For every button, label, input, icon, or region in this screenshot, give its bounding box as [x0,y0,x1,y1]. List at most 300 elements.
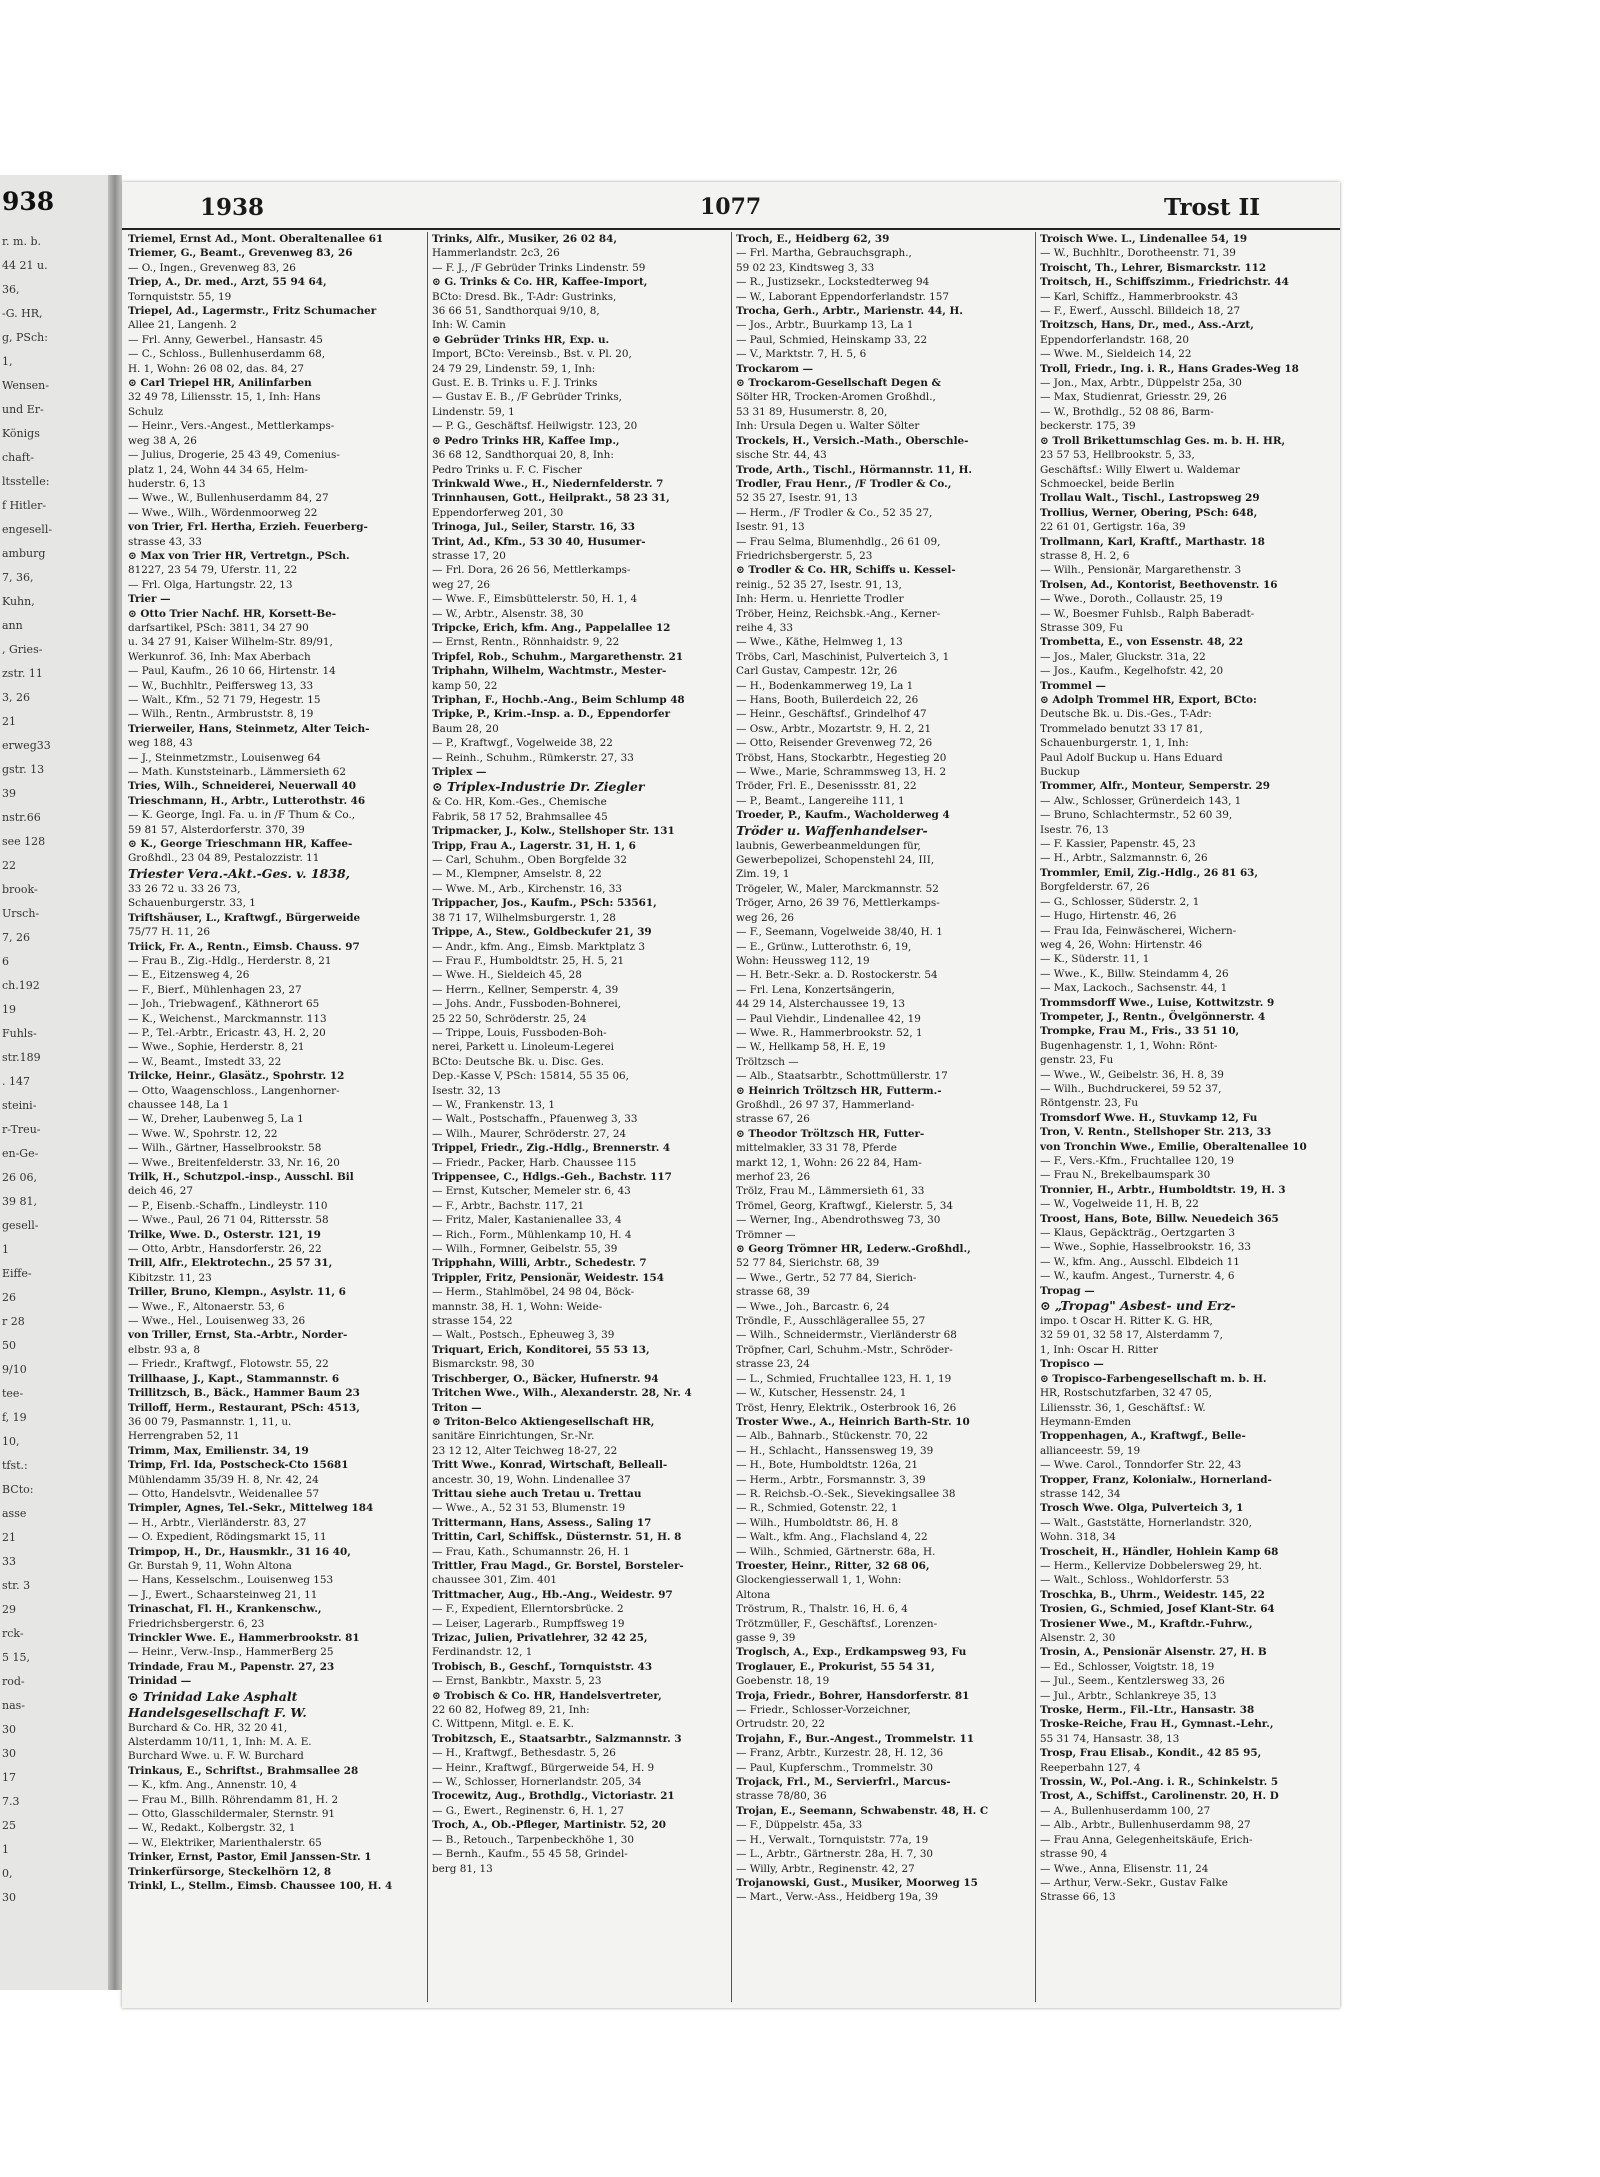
directory-entry: Triquart, Erich, Konditorei, 55 53 13, [432,1343,650,1356]
directory-entry: — Reinh., Schuhm., Rümkerstr. 27, 33 [432,751,634,764]
directory-entry: ⊙ Heinrich Tröltzsch HR, Futterm.- [736,1084,942,1097]
directory-entry: Trier — [128,593,171,606]
directory-entry: von Triller, Ernst, Sta.-Arbtr., Norder- [128,1329,348,1342]
directory-entry: Burchard & Co. HR, 32 20 41, [128,1721,288,1734]
directory-entry: strasse 90, 4 [1040,1848,1108,1861]
directory-entry: Ortrudstr. 20, 22 [736,1718,825,1731]
directory-entry: strasse 8, H. 2, 6 [1040,549,1130,562]
previous-page-line: 30 [2,1723,16,1736]
directory-entry: — K., kfm. Ang., Annenstr. 10, 4 [128,1779,297,1792]
directory-entry: strasse 43, 33 [128,535,202,548]
directory-entry: — H. Betr.-Sekr. a. D. Rostockerstr. 54 [736,969,938,982]
previous-page-line: Kuhn, [2,595,35,608]
directory-entry: Buckup [1040,766,1080,779]
directory-entry: — Heinr., Geschäftsf., Grindelhof 47 [736,708,927,721]
directory-entry: — Friedr., Packer, Harb. Chaussee 115 [432,1156,637,1169]
directory-entry: 55 31 74, Hansastr. 38, 13 [1040,1732,1180,1745]
directory-entry: — Frau, Kath., Schumannstr. 26, H. 1 [432,1545,630,1558]
directory-entry: Trommel — [1040,679,1106,692]
directory-entry: 75/77 H. 11, 26 [128,926,210,939]
previous-page-line: 1 [2,1243,9,1256]
directory-entry: — Wwe., F., Altonaerstr. 53, 6 [128,1300,285,1313]
directory-entry: Triton — [432,1401,482,1414]
previous-page-line: 3, 26 [2,691,30,704]
previous-page-line: tee- [2,1387,24,1400]
directory-entry: — Frl. Dora, 26 26 56, Mettlerkamps- [432,564,631,577]
directory-entry: markt 12, 1, Wohn: 26 22 84, Ham- [736,1156,922,1169]
directory-entry: Trollmann, Karl, Kraftf., Marthastr. 18 [1040,535,1265,548]
directory-entry: Alsenstr. 2, 30 [1040,1632,1116,1644]
directory-entry: — Frau F., Humboldtstr. 25, H. 5, 21 [432,954,625,967]
directory-entry: Troglsch, A., Exp., Erdkampsweg 93, Fu [736,1646,967,1659]
directory-entry: — Herm., Arbtr., Forsmannstr. 3, 39 [736,1473,926,1486]
directory-entry: Trossin, W., Pol.-Ang. i. R., Schinkelstr. 5 [1040,1776,1279,1789]
directory-entry: — G., Schlosser, Süderstr. 2, 1 [1040,895,1200,908]
directory-entry: Isestr. 32, 13 [432,1084,501,1097]
directory-entry: Tornquiststr. 55, 19 [128,290,232,303]
previous-page-line: brook- [2,883,38,896]
previous-page-line: see 128 [2,835,46,848]
directory-entry: Heymann-Emden [1040,1415,1131,1428]
directory-entry: — Rich., Form., Mühlenkamp 10, H. 4 [432,1228,632,1241]
directory-entry: Inh: W. Camin [432,319,506,332]
directory-entry: Altona [736,1588,771,1601]
previous-page-line: ltsstelle: [2,475,50,488]
previous-page-line: 29 [2,1603,16,1616]
directory-entry: — Wilh., Pensionär, Margarethenstr. 3 [1040,564,1242,577]
directory-entry: — Frl. Olga, Hartungstr. 22, 13 [128,578,293,591]
directory-entry: darfsartikel, PSch: 3811, 34 27 90 [128,621,309,634]
directory-entry: Tropper, Franz, Kolonialw., Hornerland- [1040,1473,1272,1486]
previous-page-line: r 28 [2,1315,25,1328]
directory-entry: — Wwe., Doroth., Collaustr. 25, 19 [1040,593,1223,606]
directory-entry: Gewerbepolizei, Schopenstehl 24, III, [736,854,935,867]
previous-page-line: 39 [2,787,16,800]
directory-entry: Herrengraben 52, 11 [128,1430,240,1443]
directory-entry: Trosp, Frau Elisab., Kondit., 42 85 95, [1040,1747,1262,1760]
directory-entry: Trimp, Frl. Ida, Postscheck-Cto 15681 [128,1459,349,1472]
directory-entry: — Walt., kfm. Ang., Flachsland 4, 22 [736,1531,928,1544]
directory-entry: Großhdl., 26 97 37, Hammerland- [736,1098,915,1111]
directory-entry: weg 26, 26 [736,911,795,924]
directory-entry: — H., Bodenkammerweg 19, La 1 [736,679,914,692]
directory-entry: Trinks, Alfr., Musiker, 26 02 84, [432,233,617,245]
directory-entry: Allee 21, Langenh. 2 [128,319,237,332]
previous-page-line: 5 15, [2,1651,30,1664]
directory-entry: — W., Hellkamp 58, H. E, 19 [736,1041,886,1054]
directory-entry: BCto: Deutsche Bk. u. Disc. Ges. [432,1055,604,1068]
directory-entry: Trippensee, C., Hdlgs.-Geh., Bachstr. 117 [432,1171,672,1183]
directory-entry: ancestr. 30, 19, Wohn. Lindenallee 37 [432,1473,631,1486]
directory-entry: 36 66 51, Sandthorquai 9/10, 8, [432,305,600,318]
header-title: Trost II [1164,194,1260,221]
directory-entry: Tripcke, Erich, kfm. Ang., Pappelallee 12 [432,621,671,634]
previous-page-line: ann [2,619,23,632]
directory-entry: — Paul, Schmied, Heinskamp 33, 22 [736,333,928,346]
directory-entry: Tröbs, Carl, Maschinist, Pulverteich 3, 1 [736,650,950,663]
directory-entry: — Wwe., Paul, 26 71 04, Rittersstr. 58 [128,1214,329,1227]
directory-entry: Bugenhagenstr. 1, 1, Wohn: Rönt- [1040,1039,1218,1052]
directory-entry: — J., Steinmetzmstr., Louisenweg 64 [128,751,321,764]
directory-entry: Troster Wwe., A., Heinrich Barth-Str. 10 [736,1415,970,1428]
directory-entry: Trömel, Georg, Kraftwgf., Kielerstr. 5, 34 [736,1199,953,1212]
directory-entry: Troisch Wwe. L., Lindenallee 54, 19 [1040,233,1248,245]
directory-entry: ⊙ Trodler & Co. HR, Schiffs u. Kessel- [736,564,956,577]
directory-entry: Troppenhagen, A., Kraftwgf., Belle- [1040,1430,1246,1443]
previous-page-line: 25 [2,1819,16,1832]
directory-entry: Triplex — [432,766,487,779]
directory-entry: von Trier, Frl. Hertha, Erzieh. Feuerberg- [128,521,368,534]
directory-entry: — Walt., Kfm., 52 71 79, Hegestr. 15 [128,694,321,706]
directory-entry: Triphan, F., Hochb.-Ang., Beim Schlump 48 [432,694,685,706]
directory-entry: mittelmakler, 33 31 78, Pferde [736,1142,897,1155]
directory-entry: Tröst, Henry, Elektrik., Osterbrook 16, 26 [736,1401,957,1414]
directory-entry: — Frau N., Brekelbaumspark 30 [1040,1169,1211,1182]
directory-entry: Trischberger, O., Bäcker, Hufnerstr. 94 [432,1372,659,1385]
directory-entry: Trosien, G., Schmied, Josef Klant-Str. 64 [1040,1603,1275,1616]
directory-entry: Trojahn, F., Bur.-Angest., Trommelstr. 11 [736,1732,974,1745]
directory-entry: — W., kaufm. Angest., Turnerstr. 4, 6 [1040,1270,1235,1283]
directory-entry: Trommsdorff Wwe., Luise, Kottwitzstr. 9 [1040,996,1275,1009]
directory-entry: Tröbst, Hans, Stockarbtr., Hegestieg 20 [736,751,947,764]
directory-entry: C. Wittpenn, Mitgl. e. E. K. [432,1718,574,1731]
directory-entry: — Wilh., Gärtner, Hasselbrookstr. 58 [128,1142,322,1155]
directory-entry: 32 59 01, 32 58 17, Alsterdamm 7, [1040,1329,1223,1342]
directory-entry: berg 81, 13 [432,1862,493,1875]
directory-entry: ⊙ Gebrüder Trinks HR, Exp. u. [432,333,610,346]
previous-page-line: steini- [2,1099,37,1112]
previous-page-line: 0, [2,1867,13,1880]
directory-entry: Tripmacker, J., Kolw., Stellshoper Str. 131 [432,825,675,838]
directory-entry: Triemel, Ernst Ad., Mont. Oberaltenallee 61 [128,233,384,245]
directory-entry: — J., Ewert., Schaarsteinweg 21, 11 [128,1588,318,1601]
directory-entry: Troch, A., Ob.-Pfleger, Martinistr. 52, 20 [432,1819,666,1832]
directory-entry: — W., Brothdlg., 52 08 86, Barm- [1040,405,1214,418]
directory-entry: & Co. HR, Kom.-Ges., Chemische [432,796,607,809]
directory-entry: — Wwe., Sophie, Hasselbrookstr. 16, 33 [1040,1241,1251,1254]
directory-page [122,182,1340,2008]
previous-page-line: r. m. b. [2,235,42,248]
directory-entry: — Wilh., Formner, Geibelstr. 55, 39 [432,1243,618,1256]
directory-entry: — Karl, Schiffz., Hammerbrookstr. 43 [1040,290,1238,303]
directory-entry: Tröstrum, R., Thalstr. 16, H. 6, 4 [736,1603,908,1616]
previous-page-line: Eiffe- [2,1267,32,1280]
directory-entry: 59 81 57, Alsterdorferstr. 370, 39 [128,823,305,836]
directory-entry: — Herrn., Kellner, Semperstr. 4, 39 [432,983,619,996]
directory-entry: Trocewitz, Aug., Brothdlg., Victoriastr. 21 [432,1790,675,1803]
previous-page-line: tfst.: [2,1459,28,1472]
directory-entry: Tröltzsch — [736,1055,799,1068]
directory-entry: — P. G., Geschäftsf. Heilwigstr. 123, 20 [432,420,638,433]
directory-entry: ⊙ Pedro Trinks HR, Kaffee Imp., [432,434,620,447]
directory-entry: Trinkl, L., Stellm., Eimsb. Chaussee 100, H. 4 [128,1880,393,1893]
directory-entry: merhof 23, 26 [736,1171,811,1183]
directory-entry: Fabrik, 58 17 52, Brahmsallee 45 [432,810,608,823]
directory-entry: Reeperbahn 127, 4 [1040,1761,1141,1774]
directory-entry: huderstr. 6, 13 [128,477,206,490]
directory-entry: — Wwe. W., Spohrstr. 12, 22 [128,1127,278,1140]
directory-entry: — Math. Kunststeinarb., Lämmersieth 62 [128,766,346,779]
directory-entry: — W., Beamt., Imstedt 33, 22 [128,1055,282,1068]
directory-entry: nerei, Parkett u. Linoleum-Legerei [432,1041,614,1054]
previous-page-line: nas- [2,1699,26,1712]
previous-page-line: 19 [2,1003,16,1016]
directory-entry: Inh: Herm. u. Henriette Trodler [736,593,904,606]
previous-page-line: und Er- [2,403,44,416]
directory-entry: — P., Tel.-Arbtr., Ericastr. 43, H. 2, 20 [128,1026,326,1039]
previous-page-line: zstr. 11 [2,667,43,680]
directory-entry: ⊙ Otto Trier Nachf. HR, Korsett-Be- [128,607,337,620]
directory-entry: elbstr. 93 a, 8 [128,1343,200,1356]
directory-entry: Röntgenstr. 23, Fu [1040,1097,1139,1110]
directory-entry: Trögeler, W., Maler, Marckmannstr. 52 [736,882,939,895]
previous-page-line: erweg33 [2,739,51,752]
directory-entry: — W., Laborant Eppendorferlandstr. 157 [736,290,949,303]
directory-entry: Trilke, Wwe. D., Osterstr. 121, 19 [128,1228,321,1241]
directory-entry: Triick, Fr. A., Rentn., Eimsb. Chauss. 97 [128,940,360,953]
directory-entry: Wohn. 318, 34 [1040,1531,1116,1544]
previous-page-line: 10, [2,1435,20,1448]
directory-entry: strasse 154, 22 [432,1315,513,1328]
directory-entry: — Jos., Kaufm., Kegelhofstr. 42, 20 [1040,665,1224,678]
directory-entry: — V., Marktstr. 7, H. 5, 6 [736,348,867,361]
directory-entry: Trinidad — [128,1675,192,1688]
directory-entry: — Johs. Andr., Fussboden-Bohnerei, [432,998,621,1011]
directory-entry: Paul Adolf Buckup u. Hans Eduard [1040,751,1223,764]
directory-entry: — Frau Ida, Feinwäscherei, Wichern- [1040,924,1237,937]
directory-entry: — Heinr., Verw.-Insp., HammerBerg 25 [128,1646,334,1659]
directory-entry: Friedrichsbergerstr. 6, 23 [128,1617,265,1630]
page-header [122,182,1340,230]
directory-entry: strasse 142, 34 [1040,1487,1121,1500]
directory-entry: Trillitzsch, B., Bäck., Hammer Baum 23 [128,1387,360,1400]
directory-entry: Lindenstr. 59, 1 [432,405,515,418]
directory-entry: Trojack, Frl., M., Servierfrl., Marcus- [736,1776,951,1789]
directory-entry: 36 68 12, Sandthorquai 20, 8, Inh: [432,449,614,462]
directory-entry: Trillhaase, J., Kapt., Stammannstr. 6 [128,1372,340,1385]
directory-entry: — Alb., Staatsarbtr., Schottmüllerstr. 17 [736,1070,948,1083]
directory-entry: ⊙ Trinidad Lake Asphalt [128,1688,298,1704]
directory-entry: — F., Düppelstr. 45a, 33 [736,1819,863,1832]
directory-entry: — Jul., Arbtr., Schlankreye 35, 13 [1040,1689,1217,1702]
previous-page-line: 30 [2,1891,16,1904]
directory-entry: — O., Ingen., Grevenweg 83, 26 [128,261,296,274]
directory-entry: — G., Ewert., Reginenstr. 6, H. 1, 27 [432,1804,624,1817]
previous-page-line: 44 21 u. [2,259,48,272]
directory-entry: Strasse 66, 13 [1040,1891,1116,1904]
directory-entry: — P., Beamt., Langereihe 111, 1 [736,794,905,807]
directory-entry: — L., Schmied, Fruchtallee 123, H. 1, 19 [736,1372,952,1385]
directory-entry: Troschka, B., Uhrm., Weidestr. 145, 22 [1040,1588,1265,1601]
directory-entry: — Frl. Anny, Gewerbel., Hansastr. 45 [128,333,323,346]
directory-entry: — Hans, Booth, Builerdeich 22, 26 [736,694,919,706]
directory-entry: Inh: Ursula Degen u. Walter Sölter [736,420,920,433]
previous-page-line: 17 [2,1771,16,1784]
directory-entry: — H., Arbtr., Vierländerstr. 83, 27 [128,1516,307,1529]
directory-entry: BCto: Dresd. Bk., T-Adr: Gustrinks, [432,290,617,303]
directory-entry: ⊙ Theodor Tröltzsch HR, Futter- [736,1127,925,1140]
directory-entry: 1, Inh: Oscar H. Ritter [1040,1343,1158,1356]
previous-page-line: 6 [2,955,9,968]
directory-entry: — Frau B., Zig.-Hdlg., Herderstr. 8, 21 [128,954,332,967]
directory-entry: Trobisch, B., Geschf., Tornquiststr. 43 [432,1660,653,1673]
directory-entry: Trippel, Friedr., Zig.-Hdlg., Brennerstr. 4 [432,1142,671,1155]
directory-entry: — R., Schmied, Gotenstr. 22, 1 [736,1502,898,1515]
directory-entry: Trommelado benutzt 33 17 81, [1040,722,1203,735]
directory-entry: Pedro Trinks u. F. C. Fischer [432,463,582,476]
directory-entry: 81227, 23 54 79, Uferstr. 11, 22 [128,564,298,577]
directory-entry: — Paul Viehdir., Lindenallee 42, 19 [736,1012,921,1025]
directory-entry: — Walt., Postsch., Epheuweg 3, 39 [432,1329,615,1342]
directory-entry: Tröber, Heinz, Reichsbk.-Ang., Kerner- [736,607,941,620]
previous-page-line: 26 06, [2,1171,37,1184]
previous-page-line: amburg [2,547,46,560]
directory-entry: — Wwe., A., 52 31 53, Blumenstr. 19 [432,1502,626,1515]
directory-entry: Troester, Heinr., Ritter, 32 68 06, [736,1559,930,1572]
directory-entry: — Jon., Max, Arbtr., Düppelstr 25a, 30 [1040,377,1242,390]
directory-entry: — W., Dreher, Laubenweg 5, La 1 [128,1113,304,1126]
directory-entry: — A., Bullenhuserdamm 100, 27 [1040,1804,1211,1817]
previous-page-line: rod- [2,1675,25,1688]
directory-entry: Tropisco — [1040,1358,1104,1371]
directory-entry: — Wwe., Joh., Barcastr. 6, 24 [736,1300,890,1313]
directory-entry: Trilk, H., Schutzpol.-insp., Ausschl. Bil [128,1171,354,1183]
directory-entry: — W., Schlosser, Hornerlandstr. 205, 34 [432,1776,642,1789]
directory-entry: — Hans, Kesselschm., Louisenweg 153 [128,1574,334,1587]
directory-entry: Tripfel, Rob., Schuhm., Margarethenstr. 21 [432,650,684,663]
directory-entry: Trölz, Frau M., Lämmersieth 61, 33 [736,1185,925,1198]
previous-page-line: asse [2,1507,27,1520]
directory-entry: — H., Verwalt., Tornquiststr. 77a, 19 [736,1833,929,1846]
directory-entry: — Wwe., K., Billw. Steindamm 4, 26 [1040,967,1229,980]
directory-entry: Trockarom — [736,362,814,375]
directory-entry: laubnis, Gewerbeanmeldungen für, [736,839,921,852]
directory-entry: — Wilh., Maurer, Schröderstr. 27, 24 [432,1127,627,1140]
directory-entry: Ferdinandstr. 12, 1 [432,1646,533,1659]
directory-entry: ⊙ Trockarom-Gesellschaft Degen & [736,377,941,390]
directory-entry: — W., Buchhltr., Dorotheenstr. 71, 39 [1040,247,1236,260]
directory-entry: — H., Arbtr., Salzmannstr. 6, 26 [1040,852,1208,865]
directory-entry: Tripke, P., Krim.-Insp. a. D., Eppendorfer [432,708,671,721]
directory-entry: Deutsche Bk. u. Dis.-Ges., T-Adr: [1040,708,1212,721]
directory-entry: 23 57 53, Hellbrookstr. 5, 33, [1040,449,1195,462]
directory-entry: — W., Redakt., Kolbergstr. 32, 1 [128,1822,296,1835]
directory-entry: Import, BCto: Vereinsb., Bst. v. Pl. 20, [432,348,632,361]
directory-entry: Trilloff, Herm., Restaurant, PSch: 4513, [128,1401,360,1414]
directory-entry: Hammerlandstr. 2c3, 26 [432,247,560,260]
directory-entry: Tripp, Frau A., Lagerstr. 31, H. 1, 6 [432,839,636,852]
directory-entry: — Wwe., Wilh., Wördenmoorweg 22 [128,506,318,519]
previous-page-line: BCto: [2,1483,34,1496]
directory-entry: strasse 78/80, 36 [736,1790,827,1803]
directory-entry: chaussee 148, La 1 [128,1098,230,1111]
directory-entry: — Bruno, Schlachtermstr., 52 60 39, [1040,809,1233,822]
directory-entry: Werkunrof. 36, Inh: Max Aberbach [128,650,311,663]
previous-page-line: 26 [2,1291,16,1304]
directory-entry: — F., Arbtr., Bachstr. 117, 21 [432,1199,585,1212]
directory-entry: Trosiener Wwe., M., Kraftdr.-Fuhrw., [1040,1617,1253,1630]
directory-entry: Tröpfner, Carl, Schuhm.-Mstr., Schröder- [736,1343,953,1356]
previous-page-line: f Hitler- [2,499,47,512]
directory-entry: — Wwe. M., Arb., Kirchenstr. 16, 33 [432,882,622,895]
directory-entry: Trompeter, J., Rentn., Övelgönnerstr. 4 [1040,1010,1266,1023]
previous-page-line: Wensen- [2,379,49,392]
directory-entry: Troost, Hans, Bote, Billw. Neuedeich 365 [1040,1212,1279,1225]
directory-entry: — Alb., Bahnarb., Stückenstr. 70, 22 [736,1430,928,1443]
previous-page-line: Königs [2,427,40,440]
directory-entry: Trosch Wwe. Olga, Pulverteich 3, 1 [1040,1502,1244,1515]
directory-entry: Tronnier, H., Arbtr., Humboldtstr. 19, H. 3 [1040,1183,1286,1196]
directory-entry: Troja, Friedr., Bohrer, Hansdorferstr. 81 [736,1689,970,1702]
header-year: 1938 [200,194,265,221]
directory-entry: — F., Bierf., Mühlenhagen 23, 27 [128,983,302,996]
directory-entry: 24 79 29, Lindenstr. 59, 1, Inh: [432,362,596,375]
directory-entry: u. 34 27 91, Kaiser Wilhelm-Str. 89/91, [128,636,333,649]
directory-entry: Trittermann, Hans, Assess., Saling 17 [432,1516,652,1529]
directory-entry: — H., Schlacht., Hanssensweg 19, 39 [736,1444,934,1457]
directory-entry: — Otto, Arbtr., Hansdorferstr. 26, 22 [128,1243,322,1256]
directory-entry: — Wwe., Gertr., 52 77 84, Sierich- [736,1271,917,1284]
directory-entry: — Julius, Drogerie, 25 43 49, Comenius- [128,449,340,462]
directory-entry: 22 60 82, Hofweg 89, 21, Inh: [432,1704,590,1717]
directory-entry: Tritt Wwe., Konrad, Wirtschaft, Belleall- [432,1459,668,1472]
directory-entry: — Trippe, Louis, Fussboden-Boh- [432,1026,607,1039]
directory-entry: HR, Rostschutzfarben, 32 47 05, [1040,1387,1212,1400]
previous-page-line: 1 [2,1843,9,1856]
directory-entry: sanitäre Einrichtungen, Sr.-Nr. [432,1430,595,1443]
directory-entry: Trill, Alfr., Elektrotechn., 25 57 31, [128,1257,333,1270]
directory-entry: Schulz [128,405,164,418]
directory-entry: Strasse 309, Fu [1040,621,1123,634]
column-divider [731,232,732,2002]
directory-entry: Tripphahn, Willi, Arbtr., Schedestr. 7 [432,1257,647,1270]
column-divider [1035,232,1036,2002]
directory-entry: weg 38 A, 26 [128,434,197,447]
directory-entry: — K., Weichenst., Marckmannstr. 113 [128,1012,327,1025]
directory-entry: — Jos., Maler, Gluckstr. 31a, 22 [1040,650,1206,663]
directory-entry: Trippler, Fritz, Pensionär, Weidestr. 154 [432,1271,665,1284]
directory-entry: Troscheit, H., Händler, Hohlein Kamp 68 [1040,1545,1279,1558]
directory-entry: — Wwe., W., Geibelstr. 36, H. 8, 39 [1040,1068,1224,1081]
directory-entry: — Otto, Glasschildermaler, Sternstr. 91 [128,1808,336,1821]
directory-entry: Triemer, G., Beamt., Grevenweg 83, 26 [128,247,353,260]
previous-page-line: str. 3 [2,1579,31,1592]
directory-entry: — Wilh., Humboldtstr. 86, H. 8 [736,1516,899,1529]
previous-page-line: 30 [2,1747,16,1760]
directory-entry: — Frau Anna, Gelegenheitskäufe, Erich- [1040,1833,1253,1846]
directory-entry: Tron, V. Rentn., Stellshoper Str. 213, 33 [1040,1126,1272,1139]
directory-entry: Eppendorferlandstr. 168, 20 [1040,333,1190,346]
previous-page-line: , Gries- [2,643,43,656]
directory-entry: Schmoeckel, beide Berlin [1040,477,1175,490]
directory-entry: — W., Frankenstr. 13, 1 [432,1098,556,1111]
directory-entry: — Frau M., Billh. Röhrendamm 81, H. 2 [128,1793,339,1806]
directory-entry: Trollau Walt., Tischl., Lastropsweg 29 [1040,492,1260,505]
previous-page-line: Ursch- [2,907,40,920]
previous-page-line: en-Ge- [2,1147,39,1160]
directory-entry: — E., Grünw., Lutterothstr. 6, 19, [736,940,912,953]
previous-page-line: 9/10 [2,1363,27,1376]
directory-entry: — Herm., /F Trodler & Co., 52 35 27, [736,506,933,519]
previous-page-line: 50 [2,1339,16,1352]
directory-entry: Trint, Ad., Kfm., 53 30 40, Husumer- [432,535,646,548]
directory-entry: Sölter HR, Trocken-Aromen Großhdl., [736,391,936,404]
directory-entry: — L., Arbtr., Gärtnerstr. 28a, H. 7, 30 [736,1848,934,1861]
directory-entry: mannstr. 38, H. 1, Wohn: Weide- [432,1300,603,1313]
directory-entry: — Wwe., Sophie, Herderstr. 8, 21 [128,1041,305,1054]
directory-entry: Friedrichsbergerstr. 5, 23 [736,549,873,562]
directory-entry: ⊙ Tropisco-Farbengesellschaft m. b. H. [1040,1372,1267,1385]
